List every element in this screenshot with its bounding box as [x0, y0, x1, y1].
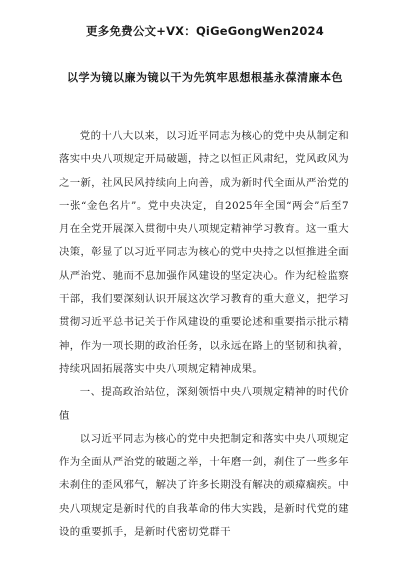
paragraph-intro: 党的十八大以来，以习近平同志为核心的党中央从制定和落实中央八项规定开局破题，持之以恒正风肃纪，党风政风为之一新，社风民风持续向上向善，成为新时代全面从严治党的一张“金色名片”。党中央决定，自2025年全国“两会”后至7月在全党开展深入贯彻中央八项规定精神学习教育。这一重大决策，彰显了以习近平同志为核心的党中央持之以恒推进全面从严治党、驰而不息加强作风建设的坚定决心。作为纪检监察干部，我们要深刻认识开展这次学习教育的重大意义，把学习贯彻习近平总书记关于作风建设的重要论述和重要指示批示精神，作为一项长期的政治任务，以永远在路上的坚韧和执着，持续巩固拓展落实中央八项规定精神成果。: [59, 130, 349, 375]
section-heading-1: 一、提高政治站位，深刻领悟中央八项规定精神的时代价值: [59, 386, 349, 422]
document-body: [59, 125, 349, 544]
document-title: 以学为镜以廉为镜以干为先筑牢思想根基永葆清廉本色: [67, 71, 343, 84]
promo-header: 更多免费公文+VX：QiGeGongWen2024: [86, 24, 324, 38]
paragraph-section-1: 以习近平同志为核心的党中央把制定和落实中央八项规定作为全面从严治党的破题之举，十年磨一剑，刹住了一些多年未刹住的歪风邪气，解决了许多长期没有解决的顽瘴痼疾。中央八项规定是新时代的自我革命的伟大实践，是新时代党的建设的重要抓手，是新时代密切党群干: [59, 432, 349, 539]
